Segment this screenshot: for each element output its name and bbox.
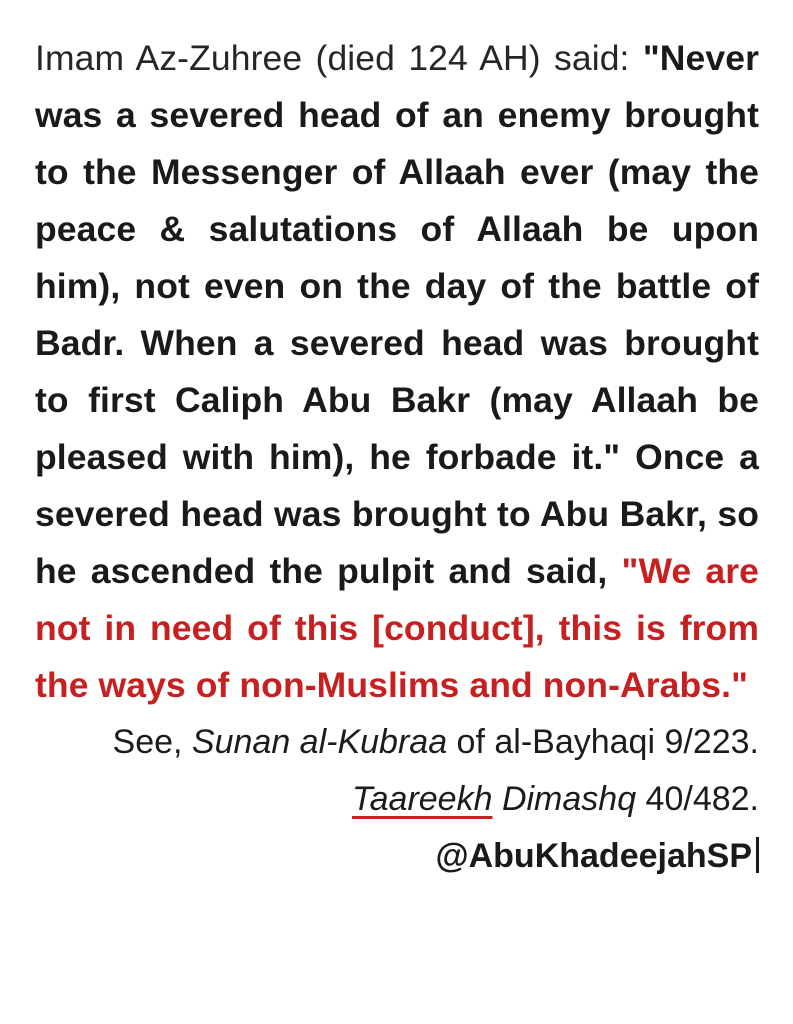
citation-mid1: of al-Bayhaqi 9/223. bbox=[447, 723, 759, 761]
citation-book2-underlined: Taareekh bbox=[351, 780, 493, 818]
text-cursor bbox=[756, 837, 759, 873]
citation-prefix: See, bbox=[112, 723, 192, 761]
quote-intro: Imam Az-Zuhree (died 124 AH) said: bbox=[35, 38, 643, 78]
author-handle-row bbox=[35, 828, 759, 885]
document-page bbox=[35, 30, 759, 885]
quote-paragraph bbox=[35, 30, 759, 714]
citation-book1: Sunan al-Kubraa bbox=[191, 723, 448, 761]
citation-book2-rest: Dimashq bbox=[492, 780, 637, 818]
author-handle: @AbuKhadeejahSP bbox=[435, 837, 752, 875]
quote-red-text: "We are not in need of this [conduct], this is from the ways of non-Muslims and non-Arabs." bbox=[35, 551, 759, 705]
quote-bold-text: "Never was a severed head of an enemy brought to the Messenger of Allaah ever (may the peace & salutations of Allaah be upon him), not even on the day of the battle of Badr. When a severed head was brought to first Caliph Abu Bakr (may Allaah be pleased with him), he forbade it." Once a severed head was brought to Abu Bakr, so he ascended the pulpit and said, bbox=[35, 38, 759, 591]
citation bbox=[35, 714, 759, 828]
citation-ref2: 40/482. bbox=[636, 780, 759, 818]
